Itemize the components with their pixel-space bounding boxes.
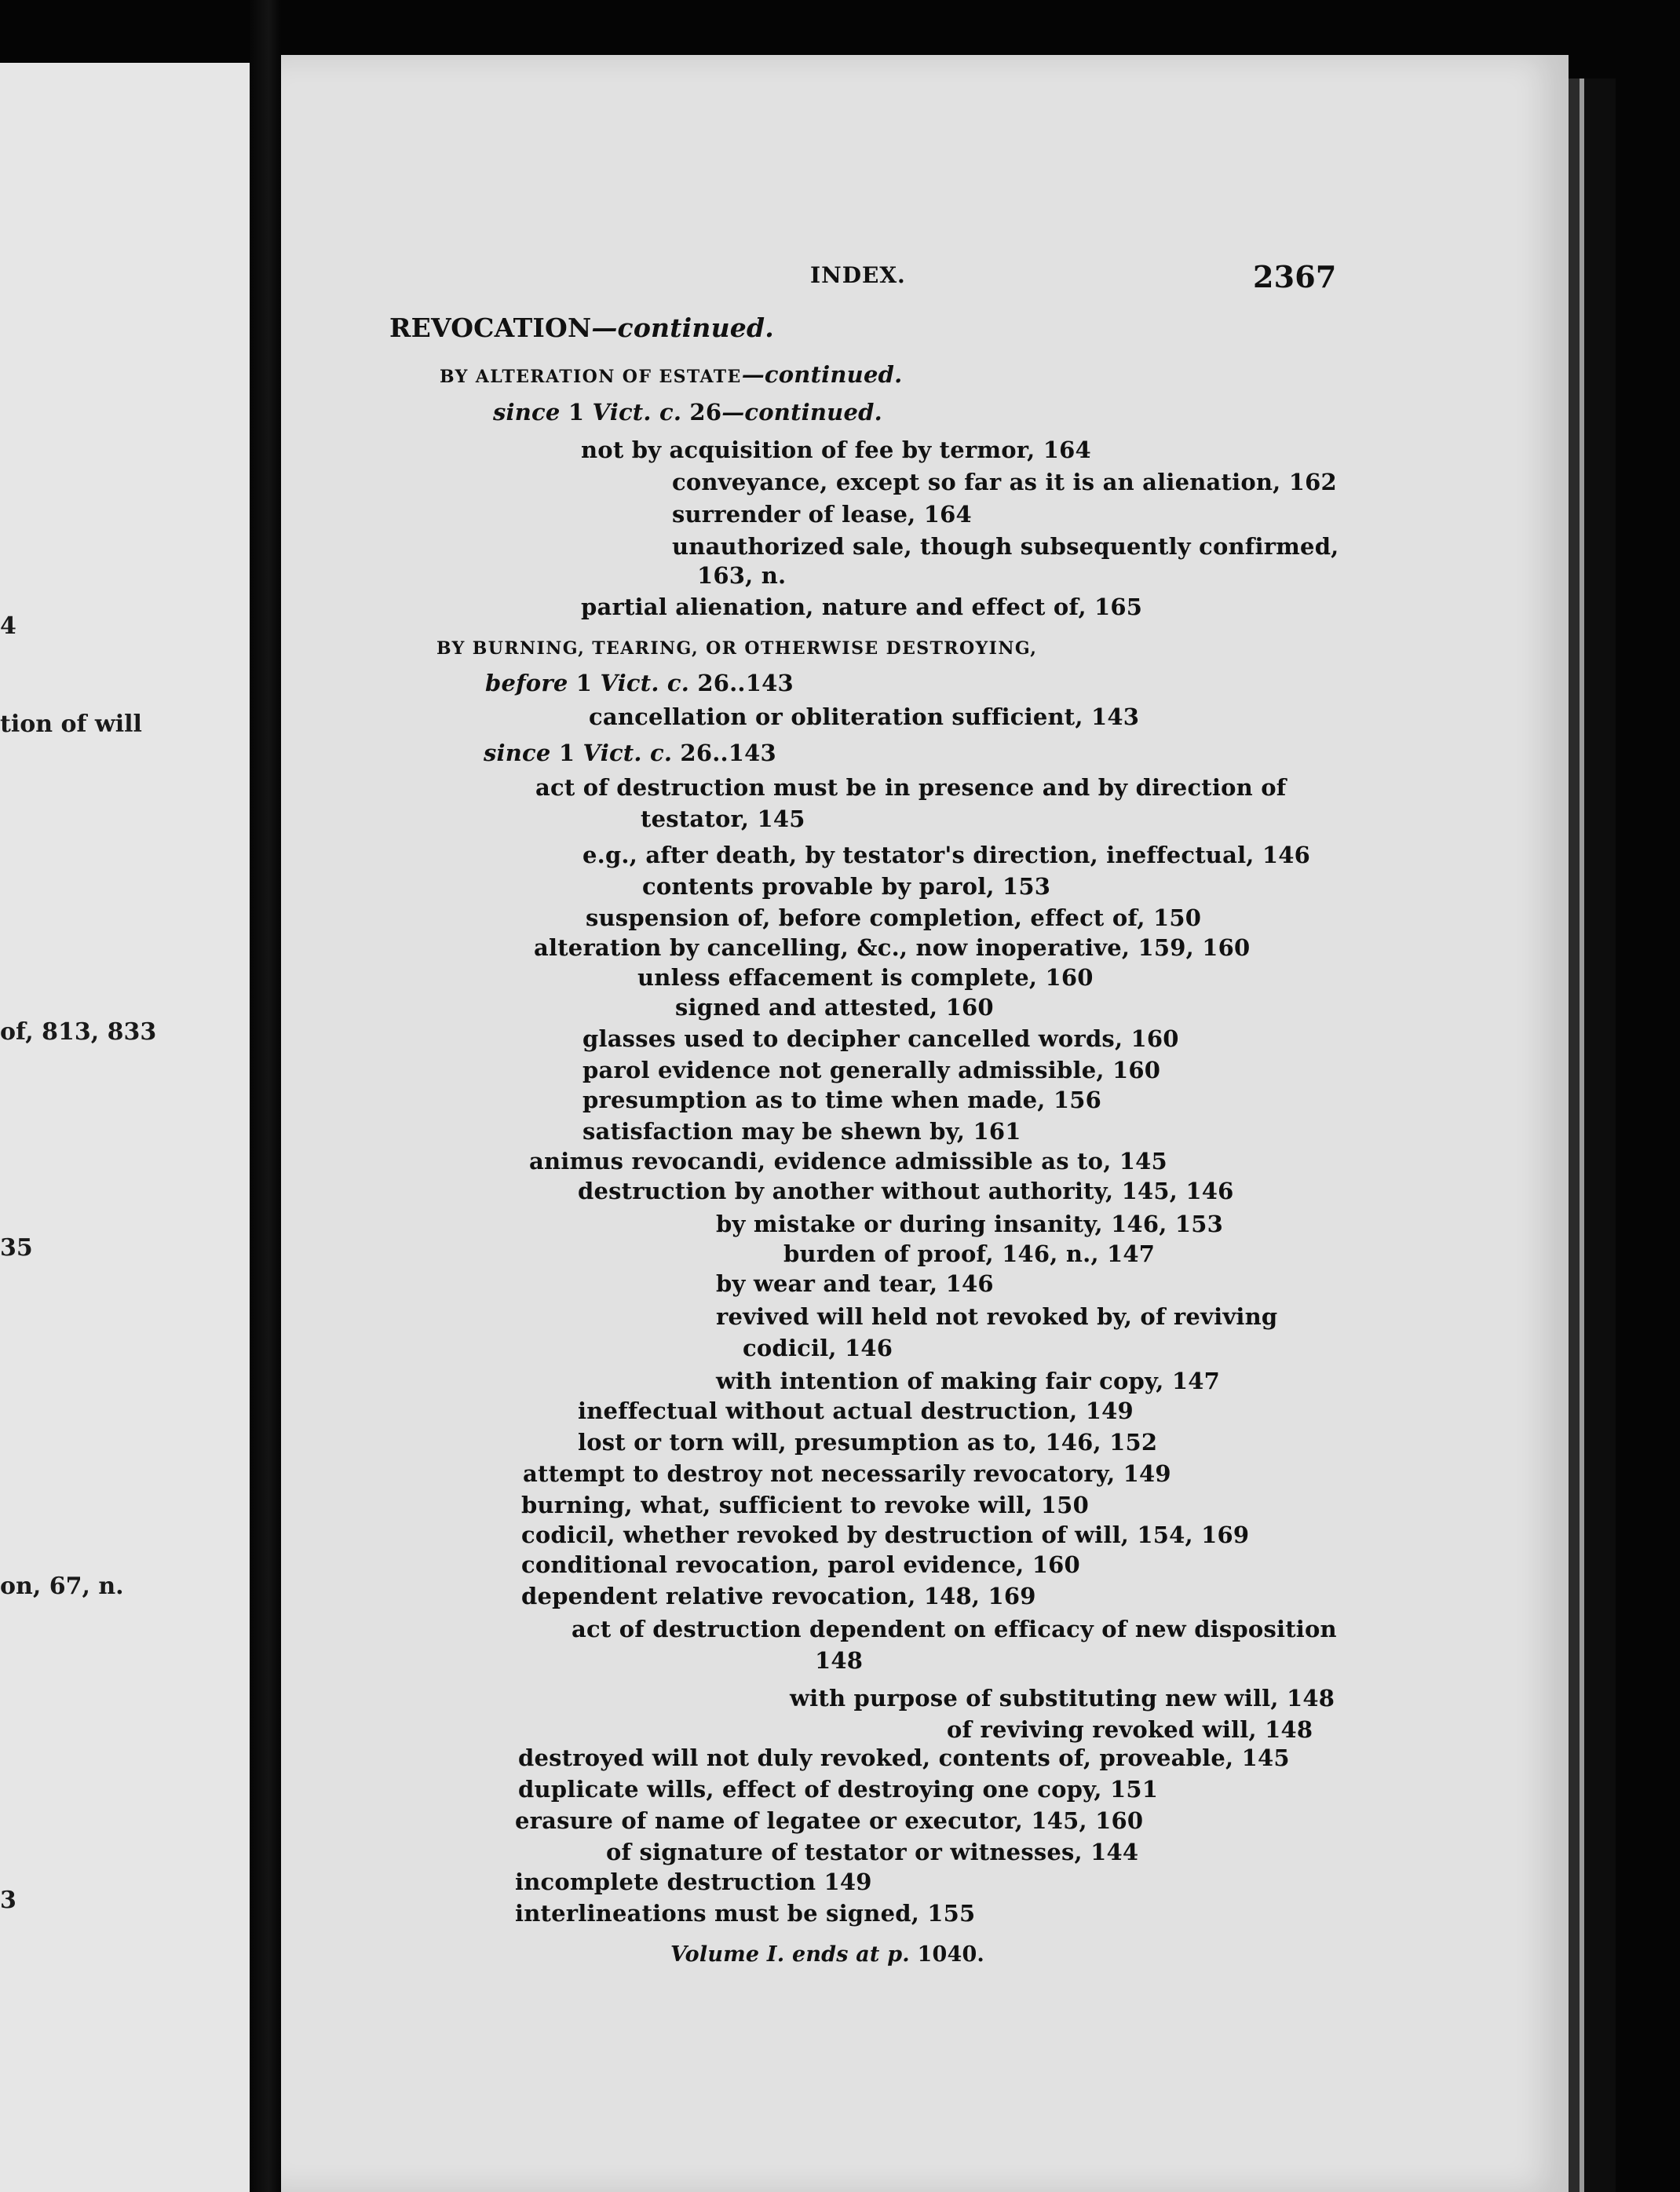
running-header: INDEX. [810,262,906,288]
facing-page [0,63,250,2192]
index-entry: contents provable by parol, 153 [642,873,1051,900]
index-entry: partial alienation, nature and effect of, 165 [581,594,1143,620]
index-entry: duplicate wills, effect of destroying one copy, 151 [518,1776,1159,1803]
index-entry: act of destruction dependent on efficacy of new disposition [572,1616,1337,1642]
index-entry: codicil, whether revoked by destruction of will, 154, 169 [521,1522,1250,1548]
index-entry: destruction by another without authority, 145, 146 [578,1178,1234,1204]
facing-page-fragment: tion of will [0,711,142,738]
index-entry: lost or torn will, presumption as to, 146, 152 [578,1429,1158,1456]
main-heading: REVOCATION—continued. [389,312,774,343]
index-entry: 163, n. [697,562,787,589]
index-entry: incomplete destruction 149 [515,1869,872,1895]
facing-page-fragment: 4 [0,612,16,640]
index-entry: e.g., after death, by testator's direction, ineffectual, 146 [583,842,1311,868]
index-entry: of signature of testator or witnesses, 144 [606,1839,1139,1865]
book-gutter [250,0,281,2192]
index-entry: by wear and tear, 146 [716,1270,994,1297]
volume-note: Volume I. ends at p. 1040. [670,1942,985,1967]
index-entry: of reviving revoked will, 148 [947,1716,1313,1743]
index-entry: presumption as to time when made, 156 [583,1087,1102,1113]
statute-heading: since 1 Vict. c. 26..143 [484,740,776,766]
index-entry: codicil, 146 [743,1335,893,1361]
index-entry: interlineations must be signed, 155 [515,1900,976,1927]
index-entry: testator, 145 [641,806,805,832]
index-entry: erasure of name of legatee or executor, 145, 160 [515,1807,1144,1834]
index-entry: revived will held not revoked by, of reviving [716,1303,1278,1330]
index-entry: ineffectual without actual destruction, 149 [578,1397,1134,1424]
index-entry: with intention of making fair copy, 147 [716,1368,1221,1394]
index-entry: animus revocandi, evidence admissible as to, 145 [529,1148,1167,1175]
index-entry: signed and attested, 160 [675,994,994,1021]
index-entry: surrender of lease, 164 [672,501,972,528]
page-edge-shadow [1584,79,1616,2192]
index-entry: by mistake or during insanity, 146, 153 [716,1211,1223,1237]
facing-page-fragment: of, 813, 833 [0,1018,157,1046]
index-entry: unauthorized sale, though subsequently confirmed, [672,533,1339,560]
index-entry: attempt to destroy not necessarily revocatory, 149 [523,1460,1171,1487]
statute-heading: since 1 Vict. c. 26—continued. [493,399,882,426]
subheading: BY BURNING, TEARING, OR OTHERWISE DESTROYING, [436,638,1038,659]
subheading: BY ALTERATION OF ESTATE—continued. [440,361,903,388]
facing-page-fragment: 35 [0,1234,33,1262]
index-entry: act of destruction must be in presence and by direction of [535,774,1287,801]
index-entry: burning, what, sufficient to revoke will, 150 [521,1492,1089,1518]
index-entry: unless effacement is complete, 160 [637,964,1094,991]
page-edge [1569,79,1580,2192]
page-number: 2367 [1253,259,1337,294]
index-entry: parol evidence not generally admissible, 160 [583,1057,1161,1083]
facing-page-fragment: on, 67, n. [0,1573,124,1600]
statute-heading: before 1 Vict. c. 26..143 [485,670,794,696]
index-entry: conditional revocation, parol evidence, 160 [521,1551,1080,1578]
index-entry: not by acquisition of fee by termor, 164 [581,437,1091,463]
index-entry: alteration by cancelling, &c., now inoperative, 159, 160 [534,934,1251,961]
index-entry: glasses used to decipher cancelled words, 160 [583,1025,1179,1052]
index-entry: dependent relative revocation, 148, 169 [521,1583,1036,1609]
index-entry: satisfaction may be shewn by, 161 [583,1118,1021,1145]
index-entry: burden of proof, 146, n., 147 [783,1240,1156,1267]
index-entry: conveyance, except so far as it is an alienation, 162 [672,469,1337,495]
index-entry: cancellation or obliteration sufficient, 143 [589,703,1140,730]
index-entry: with purpose of substituting new will, 148 [790,1685,1335,1712]
index-entry: suspension of, before completion, effect of, 150 [586,904,1202,931]
facing-page-fragment: 3 [0,1887,16,1914]
index-entry: 148 [815,1647,864,1674]
index-entry: destroyed will not duly revoked, contents of, proveable, 145 [518,1744,1290,1771]
